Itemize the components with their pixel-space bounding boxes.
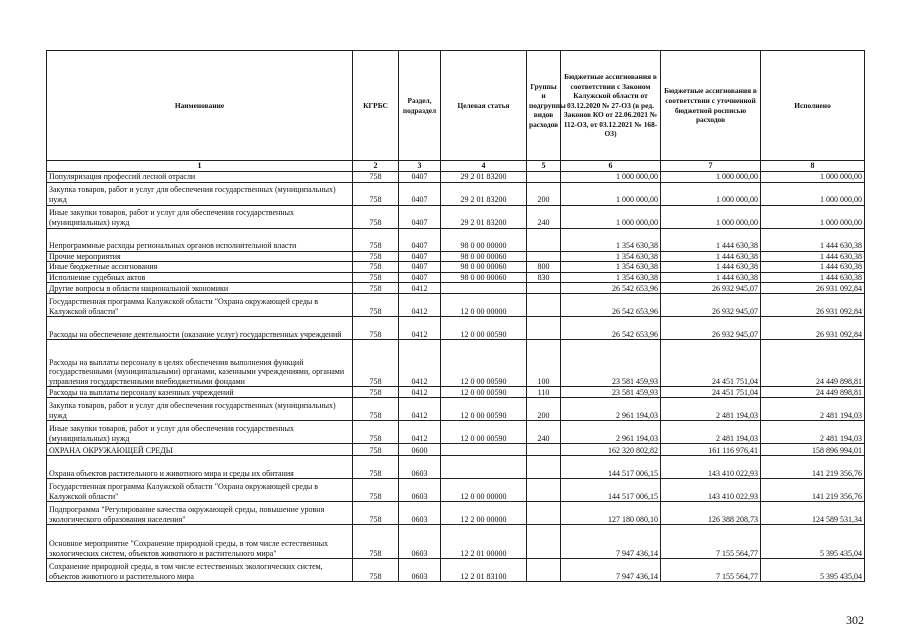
cell-kgrbs: 758 <box>353 294 399 317</box>
cell-expense-group: 830 <box>527 272 561 283</box>
cell-kgrbs: 758 <box>353 421 399 444</box>
table-row <box>47 502 865 525</box>
cell-expense-group <box>527 283 561 294</box>
cell-section: 0412 <box>399 317 441 340</box>
budget-table <box>46 50 865 582</box>
cell-law-allocation: 162 320 802,82 <box>561 444 661 456</box>
cell-name: Основное мероприятие "Сохранение природной среды, в том числе естественных экологических систем, объектов животного и растительного мира" <box>47 525 353 559</box>
cell-executed: 2 481 194,03 <box>761 421 865 444</box>
cell-expense-group <box>527 525 561 559</box>
cell-target-article: 12 0 00 00590 <box>441 340 527 387</box>
cell-kgrbs: 758 <box>353 387 399 398</box>
cell-refined-allocation: 143 410 022,93 <box>661 456 761 479</box>
cell-target-article: 12 2 01 00000 <box>441 525 527 559</box>
cell-law-allocation: 7 947 436,14 <box>561 525 661 559</box>
cell-name: Популяризация профессий лесной отрасли <box>47 172 353 183</box>
cell-section: 0407 <box>399 182 441 205</box>
cell-kgrbs: 758 <box>353 272 399 283</box>
cell-expense-group: 110 <box>527 387 561 398</box>
column-number: 6 <box>561 161 661 172</box>
cell-section: 0412 <box>399 398 441 421</box>
cell-target-article: 98 0 00 00060 <box>441 251 527 262</box>
cell-target-article: 12 0 00 00590 <box>441 421 527 444</box>
cell-kgrbs: 758 <box>353 398 399 421</box>
column-numbers-row <box>47 161 865 172</box>
cell-section: 0603 <box>399 479 441 502</box>
cell-expense-group <box>527 294 561 317</box>
header-refined-allocations: Бюджетные ассигнования в соответствии с уточненной бюджетной росписью расходов <box>661 51 761 161</box>
cell-executed: 5 395 435,04 <box>761 559 865 582</box>
cell-expense-group: 800 <box>527 262 561 273</box>
cell-refined-allocation: 1 000 000,00 <box>661 172 761 183</box>
cell-section: 0407 <box>399 272 441 283</box>
cell-expense-group <box>527 444 561 456</box>
cell-section: 0412 <box>399 387 441 398</box>
cell-kgrbs: 758 <box>353 340 399 387</box>
cell-expense-group <box>527 172 561 183</box>
cell-law-allocation: 1 000 000,00 <box>561 205 661 228</box>
table-row <box>47 262 865 273</box>
table-row <box>47 294 865 317</box>
cell-executed: 124 589 531,34 <box>761 502 865 525</box>
column-number: 8 <box>761 161 865 172</box>
cell-expense-group <box>527 559 561 582</box>
column-number: 2 <box>353 161 399 172</box>
table-row <box>47 559 865 582</box>
cell-law-allocation: 144 517 006,15 <box>561 479 661 502</box>
cell-target-article: 12 2 00 00000 <box>441 502 527 525</box>
table-row <box>47 172 865 183</box>
cell-name: Другие вопросы в области национальной экономики <box>47 283 353 294</box>
header-kgrbs: КГРБС <box>353 51 399 161</box>
cell-section: 0407 <box>399 228 441 251</box>
cell-refined-allocation: 7 155 564,77 <box>661 559 761 582</box>
cell-target-article <box>441 283 527 294</box>
cell-kgrbs: 758 <box>353 559 399 582</box>
cell-target-article: 98 0 00 00060 <box>441 262 527 273</box>
cell-kgrbs: 758 <box>353 456 399 479</box>
cell-expense-group: 200 <box>527 398 561 421</box>
cell-target-article: 12 0 00 00590 <box>441 317 527 340</box>
cell-name: Подпрограмма "Регулирование качества окружающей среды, повышение уровня экологического образования населения" <box>47 502 353 525</box>
table-row <box>47 421 865 444</box>
cell-name: Закупка товаров, работ и услуг для обеспечения государственных (муниципальных) нужд <box>47 182 353 205</box>
cell-target-article: 29 2 01 83200 <box>441 182 527 205</box>
cell-name: Государственная программа Калужской области "Охрана окружающей среды в Калужской области" <box>47 479 353 502</box>
cell-refined-allocation: 1 444 630,38 <box>661 251 761 262</box>
cell-executed: 141 219 356,76 <box>761 456 865 479</box>
cell-expense-group <box>527 317 561 340</box>
cell-refined-allocation: 26 932 945,07 <box>661 283 761 294</box>
cell-executed: 158 896 994,01 <box>761 444 865 456</box>
cell-law-allocation: 1 354 630,38 <box>561 228 661 251</box>
table-row <box>47 398 865 421</box>
cell-refined-allocation: 26 932 945,07 <box>661 317 761 340</box>
cell-name: Сохранение природной среды, в том числе естественных экологических систем, объектов животного и растительного мира <box>47 559 353 582</box>
cell-target-article: 12 0 00 00000 <box>441 479 527 502</box>
cell-target-article: 12 2 01 83100 <box>441 559 527 582</box>
cell-target-article: 12 0 00 00590 <box>441 387 527 398</box>
cell-target-article: 98 0 00 00000 <box>441 228 527 251</box>
cell-kgrbs: 758 <box>353 262 399 273</box>
column-number: 4 <box>441 161 527 172</box>
header-row <box>47 51 865 161</box>
cell-refined-allocation: 24 451 751,04 <box>661 387 761 398</box>
table-row <box>47 387 865 398</box>
cell-law-allocation: 23 581 459,93 <box>561 387 661 398</box>
cell-kgrbs: 758 <box>353 205 399 228</box>
table-row <box>47 456 865 479</box>
cell-law-allocation: 1 354 630,38 <box>561 272 661 283</box>
table-body <box>47 172 865 582</box>
cell-target-article <box>441 456 527 479</box>
cell-refined-allocation: 2 481 194,03 <box>661 421 761 444</box>
cell-kgrbs: 758 <box>353 228 399 251</box>
cell-target-article: 29 2 01 83200 <box>441 205 527 228</box>
cell-kgrbs: 758 <box>353 182 399 205</box>
cell-expense-group: 240 <box>527 205 561 228</box>
column-number: 7 <box>661 161 761 172</box>
cell-section: 0407 <box>399 251 441 262</box>
cell-expense-group: 240 <box>527 421 561 444</box>
cell-expense-group: 200 <box>527 182 561 205</box>
cell-name: Государственная программа Калужской области "Охрана окружающей среды в Калужской области" <box>47 294 353 317</box>
cell-kgrbs: 758 <box>353 444 399 456</box>
cell-refined-allocation: 1 000 000,00 <box>661 182 761 205</box>
table-row <box>47 182 865 205</box>
table-row <box>47 479 865 502</box>
table-row <box>47 340 865 387</box>
cell-executed: 1 000 000,00 <box>761 172 865 183</box>
header-executed: Исполнено <box>761 51 865 161</box>
cell-refined-allocation: 1 000 000,00 <box>661 205 761 228</box>
column-number: 1 <box>47 161 353 172</box>
cell-expense-group <box>527 456 561 479</box>
cell-target-article: 29 2 01 83200 <box>441 172 527 183</box>
cell-law-allocation: 1 354 630,38 <box>561 262 661 273</box>
cell-executed: 1 444 630,38 <box>761 262 865 273</box>
cell-name: Расходы на выплаты персоналу казенных учреждений <box>47 387 353 398</box>
cell-executed: 26 931 092,84 <box>761 283 865 294</box>
cell-executed: 1 444 630,38 <box>761 251 865 262</box>
cell-refined-allocation: 1 444 630,38 <box>661 262 761 273</box>
cell-kgrbs: 758 <box>353 479 399 502</box>
cell-law-allocation: 23 581 459,93 <box>561 340 661 387</box>
cell-kgrbs: 758 <box>353 525 399 559</box>
cell-refined-allocation: 2 481 194,03 <box>661 398 761 421</box>
header-name: Наименование <box>47 51 353 161</box>
cell-section: 0407 <box>399 205 441 228</box>
cell-section: 0603 <box>399 525 441 559</box>
cell-section: 0407 <box>399 262 441 273</box>
cell-law-allocation: 1 000 000,00 <box>561 182 661 205</box>
cell-refined-allocation: 1 444 630,38 <box>661 228 761 251</box>
cell-section: 0603 <box>399 502 441 525</box>
page-number: 302 <box>846 613 864 627</box>
cell-kgrbs: 758 <box>353 502 399 525</box>
column-number: 3 <box>399 161 441 172</box>
cell-name: Закупка товаров, работ и услуг для обеспечения государственных (муниципальных) нужд <box>47 398 353 421</box>
cell-kgrbs: 758 <box>353 283 399 294</box>
cell-name: Охрана объектов растительного и животного мира и среды их обитания <box>47 456 353 479</box>
cell-refined-allocation: 143 410 022,93 <box>661 479 761 502</box>
cell-name: Непрограммные расходы региональных органов исполнительной власти <box>47 228 353 251</box>
cell-executed: 26 931 092,84 <box>761 294 865 317</box>
cell-refined-allocation: 26 932 945,07 <box>661 294 761 317</box>
cell-law-allocation: 144 517 006,15 <box>561 456 661 479</box>
cell-refined-allocation: 7 155 564,77 <box>661 525 761 559</box>
cell-law-allocation: 26 542 653,96 <box>561 317 661 340</box>
cell-name: Исполнение судебных актов <box>47 272 353 283</box>
table-row <box>47 228 865 251</box>
cell-refined-allocation: 126 388 208,73 <box>661 502 761 525</box>
cell-law-allocation: 127 180 080,10 <box>561 502 661 525</box>
cell-name: Прочие мероприятия <box>47 251 353 262</box>
cell-section: 0603 <box>399 456 441 479</box>
cell-section: 0412 <box>399 340 441 387</box>
header-target-article: Целевая статья <box>441 51 527 161</box>
cell-section: 0412 <box>399 421 441 444</box>
cell-name: Иные бюджетные ассигнования <box>47 262 353 273</box>
cell-section: 0603 <box>399 559 441 582</box>
header-section: Раздел, подраздел <box>399 51 441 161</box>
column-number: 5 <box>527 161 561 172</box>
table-row <box>47 525 865 559</box>
cell-name: Иные закупки товаров, работ и услуг для обеспечения государственных (муниципальных) нужд <box>47 205 353 228</box>
cell-refined-allocation: 1 444 630,38 <box>661 272 761 283</box>
cell-executed: 1 000 000,00 <box>761 182 865 205</box>
table-row <box>47 283 865 294</box>
cell-executed: 26 931 092,84 <box>761 317 865 340</box>
table-row <box>47 251 865 262</box>
cell-executed: 1 000 000,00 <box>761 205 865 228</box>
cell-section: 0412 <box>399 283 441 294</box>
cell-refined-allocation: 24 451 751,04 <box>661 340 761 387</box>
cell-expense-group <box>527 251 561 262</box>
header-expense-groups: Группы и подгруппы видов расходов <box>527 51 561 161</box>
cell-executed: 5 395 435,04 <box>761 525 865 559</box>
table-row <box>47 317 865 340</box>
cell-law-allocation: 26 542 653,96 <box>561 283 661 294</box>
cell-expense-group: 100 <box>527 340 561 387</box>
header-law-allocations: Бюджетные ассигнования в соответствии с Законом Калужской области от 03.12.2020 № 27-ОЗ (в ред. Законов КО от 22.06.2021 № 112-ОЗ, от 03.12.2021 № 168-ОЗ) <box>561 51 661 161</box>
cell-law-allocation: 1 354 630,38 <box>561 251 661 262</box>
cell-law-allocation: 7 947 436,14 <box>561 559 661 582</box>
cell-executed: 1 444 630,38 <box>761 272 865 283</box>
cell-target-article: 12 0 00 00000 <box>441 294 527 317</box>
cell-name: ОХРАНА ОКРУЖАЮЩЕЙ СРЕДЫ <box>47 444 353 456</box>
cell-expense-group <box>527 479 561 502</box>
cell-target-article: 98 0 00 00060 <box>441 272 527 283</box>
cell-executed: 1 444 630,38 <box>761 228 865 251</box>
cell-kgrbs: 758 <box>353 317 399 340</box>
cell-executed: 2 481 194,03 <box>761 398 865 421</box>
cell-expense-group <box>527 502 561 525</box>
cell-target-article <box>441 444 527 456</box>
table-row <box>47 272 865 283</box>
cell-law-allocation: 1 000 000,00 <box>561 172 661 183</box>
cell-section: 0412 <box>399 294 441 317</box>
table-row <box>47 205 865 228</box>
cell-law-allocation: 2 961 194,03 <box>561 421 661 444</box>
cell-kgrbs: 758 <box>353 251 399 262</box>
cell-executed: 141 219 356,76 <box>761 479 865 502</box>
cell-refined-allocation: 161 116 976,41 <box>661 444 761 456</box>
table-row <box>47 444 865 456</box>
cell-section: 0407 <box>399 172 441 183</box>
cell-executed: 24 449 898,81 <box>761 387 865 398</box>
cell-name: Иные закупки товаров, работ и услуг для обеспечения государственных (муниципальных) нужд <box>47 421 353 444</box>
cell-section: 0600 <box>399 444 441 456</box>
cell-executed: 24 449 898,81 <box>761 340 865 387</box>
cell-name: Расходы на обеспечение деятельности (оказание услуг) государственных учреждений <box>47 317 353 340</box>
cell-law-allocation: 2 961 194,03 <box>561 398 661 421</box>
cell-target-article: 12 0 00 00590 <box>441 398 527 421</box>
cell-expense-group <box>527 228 561 251</box>
cell-kgrbs: 758 <box>353 172 399 183</box>
cell-law-allocation: 26 542 653,96 <box>561 294 661 317</box>
cell-name: Расходы на выплаты персоналу в целях обеспечения выполнения функций государственными (муниципальными) органами, казенными учреждениями, органами управления государственными внебюджетными фондами <box>47 340 353 387</box>
